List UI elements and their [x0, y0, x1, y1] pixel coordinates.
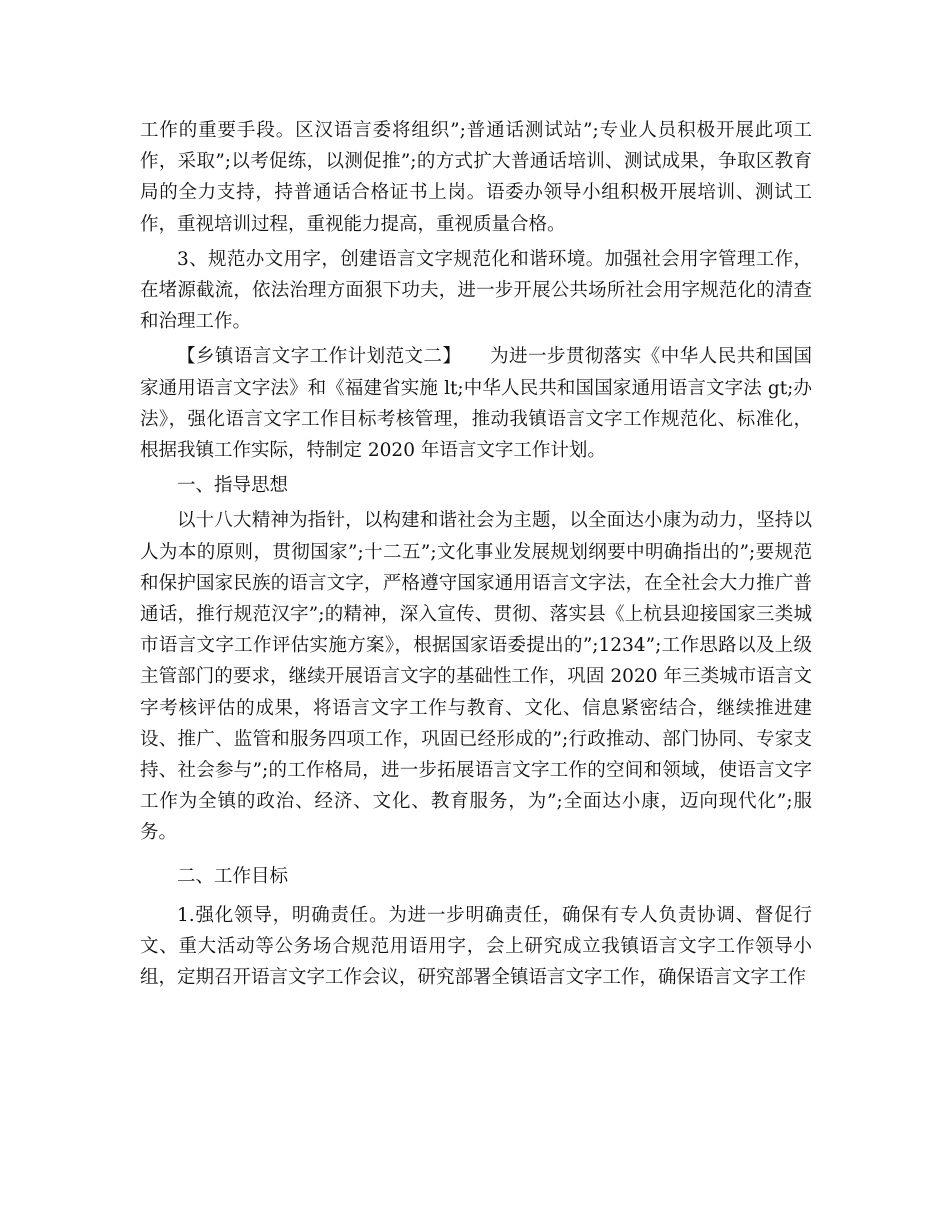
- section-heading-work-goals: 二、工作目标: [177, 865, 289, 887]
- paragraph-standardize-writing: 3、规范办文用字，创建语言文字规范化和谐环境。加强社会用字管理工作，在堵源截流，依法治理方面狠下功夫，进一步开展公共场所社会用字规范化的清查和治理工作。: [140, 248, 812, 333]
- paragraph-continued-testing-stations: 工作的重要手段。区汉语言委将组织”;普通话测试站”;专业人员积极开展此项工作，采取”;以考促练，以测促推”;的方式扩大普通话培训、测试成果，争取区教育局的全力支持，持普通话合格证书上岗。语委办领导小组积极开展培训、测试工作，重视培训过程，重视能力提高，重视质量合格。: [140, 120, 812, 235]
- paragraph-strengthen-leadership: 1.强化领导，明确责任。为进一步明确责任，确保有专人负责协调、督促行文、重大活动等公务场合规范用语用字，会上研究成立我镇语言文字工作领导小组，定期召开语言文字工作会议，研究部署全镇语言文字工作，确保语言文字工作: [140, 904, 812, 989]
- document-body: [140, 115, 812, 997]
- paragraph-plan-intro: 【乡镇语言文字工作计划范文二】 为进一步贯彻落实《中华人民共和国国家通用语言文字法》和《福建省实施 lt;中华人民共和国国家通用语言文字法 gt;办法》，强化语言文字工作目标考核管理，推动我镇语言文字工作规范化、标准化，根据我镇工作实际，特制定 2020 年语言文字工作计划。: [140, 346, 812, 462]
- paragraph-guiding-ideology: 以十八大精神为指针，以构建和谐社会为主题，以全面达小康为动力，坚持以人为本的原则，贯彻国家”;十二五”;文化事业发展规划纲要中明确指出的”;要规范和保护国家民族的语言文字，严格遵守国家通用语言文字法，在全社会大力推广普通话，推行规范汉字”;的精神，深入宣传、贯彻、落实县《上杭县迎接国家三类城市语言文字工作评估实施方案》，根据国家语委提出的”;1234”;工作思路以及上级主管部门的要求，继续开展语言文字的基础性工作，巩固 2020 年三类城市语言文字考核评估的成果，将语言文字工作与教育、文化、信息紧密结合，继续推进建设、推广、监管和服务四项工作，巩固已经形成的”;行政推动、部门协同、专家支持、社会参与”;的工作格局，进一步拓展语言文字工作的空间和领域，使语言文字工作为全镇的政治、经济、文化、教育服务，为”;全面达小康，迈向现代化”;服务。: [140, 510, 812, 844]
- section-heading-guiding-ideology: 一、指导思想: [177, 475, 289, 497]
